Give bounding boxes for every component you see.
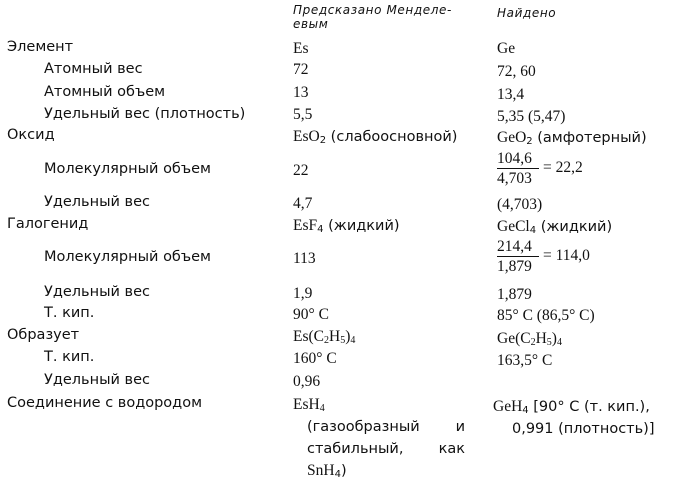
label-forms-specific-weight: Удельный вес xyxy=(44,372,150,388)
fraction-result: = 22,2 xyxy=(543,159,583,176)
fraction-result: = 114,0 xyxy=(543,247,590,264)
pred-oxide: EsO$_2$ (слабоосновной) xyxy=(293,128,458,146)
found-element: Ge xyxy=(497,40,516,57)
found-halide-bp: 85° C (86,5° C) xyxy=(497,307,595,324)
pred-hydride: EsH$_4$ xyxy=(293,396,325,414)
label-specific-weight: Удельный вес (плотность) xyxy=(44,106,246,122)
header-predicted: Предсказано Менделе- xyxy=(293,3,452,17)
label-forms: Образует xyxy=(7,327,80,343)
fraction-denominator: 4,703 xyxy=(497,170,532,187)
found-halide: GeCl$_4$ (жидкий) xyxy=(497,218,613,236)
header-predicted-cont: евым xyxy=(293,17,329,31)
pred-hydride-note-3: SnH$_4$) xyxy=(307,462,347,480)
label-halide-mol-volume: Молекулярный объем xyxy=(44,249,211,265)
found-oxide-mol-volume xyxy=(497,150,647,190)
pred-atomic-volume: 13 xyxy=(293,84,309,101)
header-found: Найдено xyxy=(497,6,557,20)
label-atomic-weight: Атомный вес xyxy=(44,61,143,77)
pred-halide: EsF$_4$ (жидкий) xyxy=(293,217,400,235)
label-halide: Галогенид xyxy=(7,216,89,232)
label-element: Элемент xyxy=(7,39,74,55)
label-atomic-volume: Атомный объем xyxy=(44,84,166,100)
pred-oxide-specific-weight: 4,7 xyxy=(293,195,313,212)
fraction-numerator: 214,4 xyxy=(497,238,532,255)
fraction-numerator: 104,6 xyxy=(497,150,532,167)
pred-forms-specific-weight: 0,96 xyxy=(293,373,321,390)
label-oxide-specific-weight: Удельный вес xyxy=(44,194,150,210)
pred-forms: $Es(C_2H_5)_4$ xyxy=(293,328,356,346)
label-halide-bp: Т. кип. xyxy=(44,305,95,321)
found-atomic-volume: 13,4 xyxy=(497,86,525,103)
found-specific-weight: 5,35 (5,47) xyxy=(497,108,566,125)
found-oxide-specific-weight: (4,703) xyxy=(497,196,543,213)
pred-hydride-note-2: стабильный, как xyxy=(307,441,465,457)
pred-oxide-mol-volume: 22 xyxy=(293,162,309,179)
pred-element: Es xyxy=(293,40,309,57)
pred-halide-bp: 90° C xyxy=(293,306,329,323)
fraction-bar xyxy=(497,256,539,257)
pred-atomic-weight: 72 xyxy=(293,61,309,78)
label-hydride: Соединение с водородом xyxy=(7,395,203,411)
found-oxide: GeO$_2$ (амфотерный) xyxy=(497,129,647,147)
pred-halide-specific-weight: 1,9 xyxy=(293,285,313,302)
fraction-denominator: 1,879 xyxy=(497,258,532,275)
pred-specific-weight: 5,5 xyxy=(293,106,313,123)
label-oxide: Оксид xyxy=(7,127,55,143)
label-forms-bp: Т. кип. xyxy=(44,349,95,365)
found-hydride: GeH$_4$ [90° C (т. кип.), xyxy=(493,398,650,416)
found-forms-bp: 163,5° C xyxy=(497,352,553,369)
found-halide-specific-weight: 1,879 xyxy=(497,286,532,303)
found-halide-mol-volume xyxy=(497,238,657,278)
pred-halide-mol-volume: 113 xyxy=(293,250,316,267)
fraction-bar xyxy=(497,168,539,169)
label-halide-specific-weight: Удельный вес xyxy=(44,284,150,300)
pred-forms-bp: 160° C xyxy=(293,350,337,367)
label-oxide-mol-volume: Молекулярный объем xyxy=(44,161,211,177)
found-atomic-weight: 72, 60 xyxy=(497,63,536,80)
found-forms: $Ge(C_2H_5)_4$ xyxy=(497,330,562,348)
pred-hydride-note-1: (газообразный и xyxy=(307,419,465,435)
found-hydride-note: 0,991 (плотность)] xyxy=(512,421,655,437)
